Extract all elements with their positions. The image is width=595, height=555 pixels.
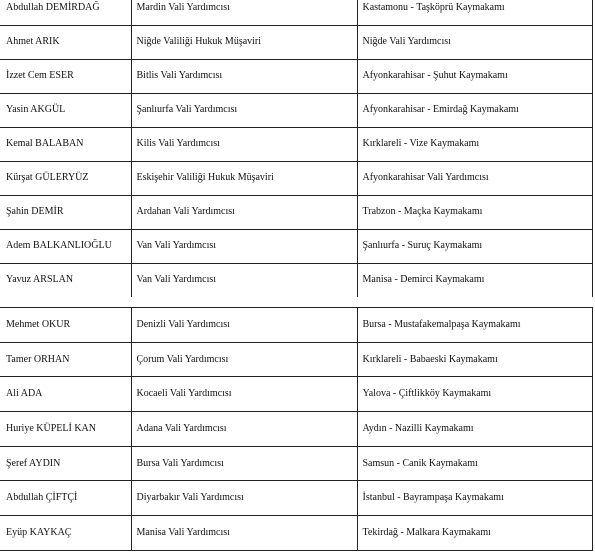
official-name: Şahin DEMİR (0, 195, 131, 229)
new-post: Trabzon - Maçka Kaymakamı (357, 195, 592, 229)
table-row (0, 516, 592, 551)
new-post: Aydın - Nazilli Kaymakamı (357, 412, 592, 447)
table-row (0, 412, 592, 447)
official-name: Mehmet OKUR (0, 308, 131, 343)
table-row (0, 195, 592, 229)
table-row (0, 342, 592, 377)
official-name: Tamer ORHAN (0, 342, 131, 377)
previous-post: Manisa Vali Yardımcısı (131, 516, 357, 551)
previous-post: Van Vali Yardımcısı (131, 229, 357, 263)
table-separator-gap (0, 297, 595, 307)
official-name: Yasin AKGÜL (0, 93, 131, 127)
official-name: Ahmet ARIK (0, 25, 131, 59)
new-post: Bursa - Mustafakemalpaşa Kaymakamı (357, 308, 592, 343)
official-name: Abdullah DEMİRDAĞ (0, 0, 131, 25)
table-row (0, 308, 592, 343)
new-post: Samsun - Canik Kaymakamı (357, 446, 592, 481)
official-name: Kemal BALABAN (0, 127, 131, 161)
table-row (0, 446, 592, 481)
previous-post: Şanlıurfa Vali Yardımcısı (131, 93, 357, 127)
new-post: Afyonkarahisar - Emirdağ Kaymakamı (357, 93, 592, 127)
table-row (0, 0, 592, 25)
previous-post: Eskişehir Valiliği Hukuk Müşaviri (131, 161, 357, 195)
appointments-table-2-body (0, 308, 592, 551)
appointments-table-2 (0, 307, 593, 551)
official-name: Abdullah ÇİFTÇİ (0, 481, 131, 516)
new-post: Tekirdağ - Malkara Kaymakamı (357, 516, 592, 551)
previous-post: Diyarbakır Vali Yardımcısı (131, 481, 357, 516)
new-post: Afyonkarahisar Vali Yardımcısı (357, 161, 592, 195)
table-row (0, 481, 592, 516)
table-row (0, 161, 592, 195)
official-name: İzzet Cem ESER (0, 59, 131, 93)
table-row (0, 127, 592, 161)
previous-post: Ardahan Vali Yardımcısı (131, 195, 357, 229)
new-post: Kırklareli - Babaeski Kaymakamı (357, 342, 592, 377)
table-row (0, 377, 592, 412)
new-post: Kastamonu - Taşköprü Kaymakamı (357, 0, 592, 25)
table-row (0, 59, 592, 93)
new-post: Niğde Vali Yardımcısı (357, 25, 592, 59)
previous-post: Adana Vali Yardımcısı (131, 412, 357, 447)
official-name: Kürşat GÜLERYÜZ (0, 161, 131, 195)
new-post: İstanbul - Bayrampaşa Kaymakamı (357, 481, 592, 516)
official-name: Adem BALKANLIOĞLU (0, 229, 131, 263)
official-name: Huriye KÜPELİ KAN (0, 412, 131, 447)
official-name: Eyüp KAYKAÇ (0, 516, 131, 551)
new-post: Afyonkarahisar - Şuhut Kaymakamı (357, 59, 592, 93)
new-post: Kırklareli - Vize Kaymakamı (357, 127, 592, 161)
new-post: Manisa - Demirci Kaymakamı (357, 263, 592, 297)
previous-post: Mardin Vali Yardımcısı (131, 0, 357, 25)
table-row (0, 93, 592, 127)
official-name: Şeref AYDIN (0, 446, 131, 481)
table-row (0, 229, 592, 263)
new-post: Şanlıurfa - Suruç Kaymakamı (357, 229, 592, 263)
previous-post: Denizli Vali Yardımcısı (131, 308, 357, 343)
previous-post: Kilis Vali Yardımcısı (131, 127, 357, 161)
previous-post: Van Vali Yardımcısı (131, 263, 357, 297)
new-post: Yalova - Çiftlikköy Kaymakamı (357, 377, 592, 412)
previous-post: Kocaeli Vali Yardımcısı (131, 377, 357, 412)
table-row (0, 263, 592, 297)
previous-post: Niğde Valiliği Hukuk Müşaviri (131, 25, 357, 59)
previous-post: Çorum Vali Yardımcısı (131, 342, 357, 377)
previous-post: Bitlis Vali Yardımcısı (131, 59, 357, 93)
previous-post: Bursa Vali Yardımcısı (131, 446, 357, 481)
official-name: Ali ADA (0, 377, 131, 412)
table-row (0, 25, 592, 59)
official-name: Yavuz ARSLAN (0, 263, 131, 297)
